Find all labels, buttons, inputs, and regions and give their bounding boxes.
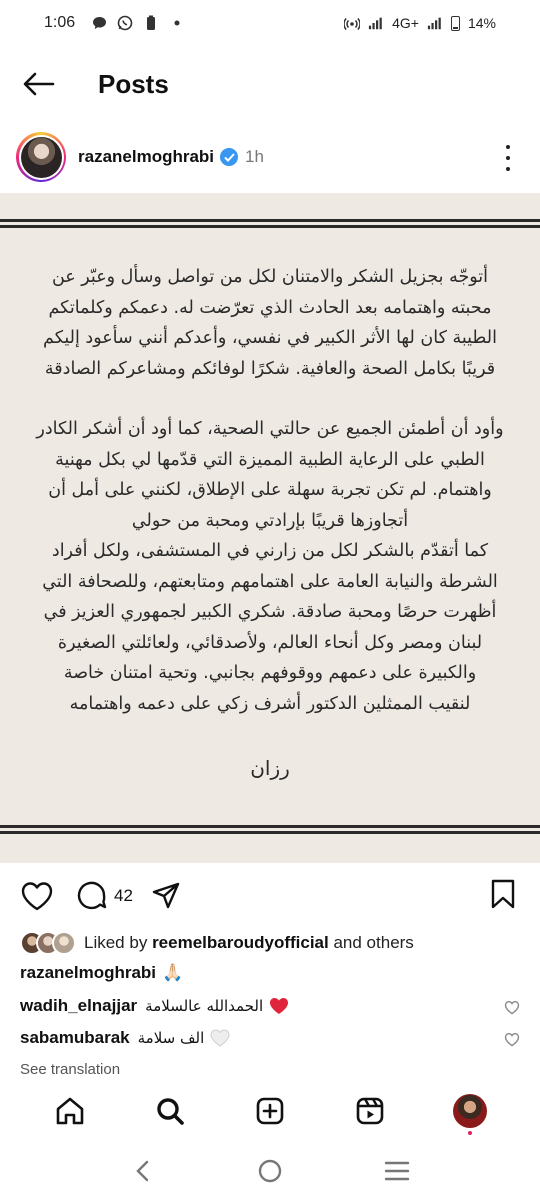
top-rule-line xyxy=(0,219,540,222)
hotspot-icon xyxy=(344,15,360,31)
chevron-left-icon xyxy=(133,1159,153,1183)
likes-prefix: Liked by xyxy=(84,933,148,952)
avatar-inner xyxy=(19,135,64,180)
comment-count: 42 xyxy=(114,886,133,905)
signal-icon xyxy=(368,15,384,31)
profile-avatar xyxy=(453,1094,487,1128)
post-line: أظهرت حرصًا ومحبة صادقة. شكري الكبير لجمهوري العزيز في xyxy=(43,602,497,622)
post-line: الطبي على الرعاية الطبية المميزة التي قدّمها لي بكل مهنية xyxy=(55,449,485,470)
nav-home[interactable] xyxy=(50,1091,90,1131)
author-avatar[interactable] xyxy=(16,132,66,182)
liker-avatar xyxy=(52,931,76,955)
caption-emoji: 🙏🏻 xyxy=(162,963,184,982)
heart-outline-icon xyxy=(504,1000,520,1015)
status-right xyxy=(344,15,496,31)
bottom-rule-line xyxy=(0,831,540,834)
notification-dot-icon xyxy=(169,15,185,31)
comment-username[interactable]: wadih_elnajjar xyxy=(20,996,138,1015)
post-text xyxy=(16,262,524,719)
whatsapp-icon xyxy=(117,15,133,31)
post-line: الطيبة كان لها الأثر الكبير في نفسي، وأعدكم أنني سأعود إليكم xyxy=(43,328,497,348)
post-line: الشرطة والنيابة العامة على اهتمامهم ومتابعتهم، وللصحافة التي xyxy=(42,571,498,592)
post-line: أتوجّه بجزيل الشكر والامتنان لكل من تواصل وسأل وعبّر عن xyxy=(51,267,489,287)
comment-text: الحمدالله عالسلامة xyxy=(145,997,264,1015)
post-line: أتجاوزها قريبًا بإرادتي ومحبة من حولي xyxy=(131,510,409,531)
nav-profile[interactable] xyxy=(450,1091,490,1131)
system-recents-button[interactable] xyxy=(377,1151,417,1191)
bottom-nav xyxy=(0,1086,540,1136)
post-line: وأود أن أطمئن الجميع عن حالتي الصحية، كما أود أن أشكر الكادر xyxy=(36,419,504,439)
white-heart-icon xyxy=(210,1029,230,1047)
post-author-row xyxy=(0,128,540,186)
caption-row xyxy=(20,963,183,983)
comment-row xyxy=(20,1028,520,1048)
status-left xyxy=(44,14,185,32)
page-title: Posts xyxy=(98,68,169,99)
more-options-button[interactable] xyxy=(498,145,518,171)
circle-home-icon xyxy=(257,1158,283,1184)
search-icon xyxy=(154,1095,186,1127)
battery-saver-icon xyxy=(143,15,159,31)
post-line: كما أتقدّم بالشكر لكل من زارني في المستشفى، ولكل أفراد xyxy=(51,541,489,561)
likes-text xyxy=(84,933,414,953)
caption-username[interactable]: razanelmoghrabi xyxy=(20,963,157,982)
menu-lines-icon xyxy=(384,1160,410,1182)
bookmark-icon xyxy=(490,878,516,910)
post-line: محبته واهتمامه بعد الحادث الذي تعرّضت له. دعمكم وكلماتكم xyxy=(48,297,492,318)
home-icon xyxy=(54,1095,86,1127)
plus-square-icon xyxy=(255,1096,285,1126)
more-dot-icon xyxy=(506,145,510,149)
liker-avatars xyxy=(20,931,76,955)
battery-icon xyxy=(451,16,460,31)
share-button[interactable] xyxy=(151,881,181,911)
chat-bubble-icon xyxy=(91,15,107,31)
post-actions xyxy=(0,876,540,916)
system-nav xyxy=(0,1146,540,1196)
comment-like-button[interactable] xyxy=(504,1000,520,1020)
likes-user[interactable]: reemelbaroudyofficial xyxy=(152,933,329,952)
post-line: واهتمام. لم تكن تجربة سهلة على الإطلاق، لكنني على أمل أن xyxy=(48,480,492,500)
heart-outline-icon xyxy=(504,1032,520,1047)
notification-dot xyxy=(468,1131,472,1135)
status-bar xyxy=(0,0,540,46)
red-heart-icon xyxy=(269,997,289,1015)
battery-level: 14% xyxy=(467,15,496,31)
post-line: والكبيرة على دعمهم ووقوفهم بجانبي. وتحية امتنان خاصة xyxy=(63,663,477,683)
send-icon xyxy=(151,881,181,911)
post-signature: رزان xyxy=(250,756,290,780)
reels-icon xyxy=(355,1096,385,1126)
more-dot-icon xyxy=(506,156,510,160)
bottom-rule-line xyxy=(0,825,540,828)
verified-badge-icon xyxy=(220,148,238,166)
signal-2-icon xyxy=(427,15,443,31)
comment-row xyxy=(20,996,520,1016)
status-time: 1:06 xyxy=(44,14,76,31)
post-line: قريبًا بكامل الصحة والعافية. شكرًا لوفائكم ومشاعركم الصادقة xyxy=(44,358,496,379)
post-line: لبنان ومصر وكل أنحاء العالم، ولأصدقائي، ولعائلتي الصغيرة xyxy=(57,632,483,653)
post-line: لنقيب الممثلين الدكتور أشرف زكي على دعمه واهتمامه xyxy=(69,693,471,714)
comment-username[interactable]: sabamubarak xyxy=(20,1028,130,1047)
likes-row[interactable] xyxy=(20,930,414,956)
like-button[interactable] xyxy=(20,880,54,912)
avatar-image xyxy=(21,137,62,178)
save-button[interactable] xyxy=(490,878,516,910)
author-username[interactable]: razanelmoghrabi xyxy=(78,147,215,166)
comment-like-button[interactable] xyxy=(504,1032,520,1052)
system-home-button[interactable] xyxy=(250,1151,290,1191)
post-time: 1h xyxy=(245,147,264,166)
nav-reels[interactable] xyxy=(350,1091,390,1131)
comment-text: الف سلامة xyxy=(137,1029,205,1047)
paragraph-gap xyxy=(16,384,524,414)
likes-suffix: and others xyxy=(333,933,414,952)
system-back-button[interactable] xyxy=(123,1151,163,1191)
comment-icon xyxy=(76,880,108,912)
heart-icon xyxy=(20,880,54,912)
arrow-left-icon xyxy=(23,72,55,96)
header xyxy=(0,56,540,112)
more-dot-icon xyxy=(506,167,510,171)
nav-search[interactable] xyxy=(150,1091,190,1131)
top-rule-line xyxy=(0,225,540,228)
back-button[interactable] xyxy=(22,67,56,101)
comment-button[interactable] xyxy=(76,880,133,912)
nav-create[interactable] xyxy=(250,1091,290,1131)
see-translation-link[interactable]: See translation xyxy=(20,1061,121,1078)
network-type: 4G+ xyxy=(392,15,419,31)
